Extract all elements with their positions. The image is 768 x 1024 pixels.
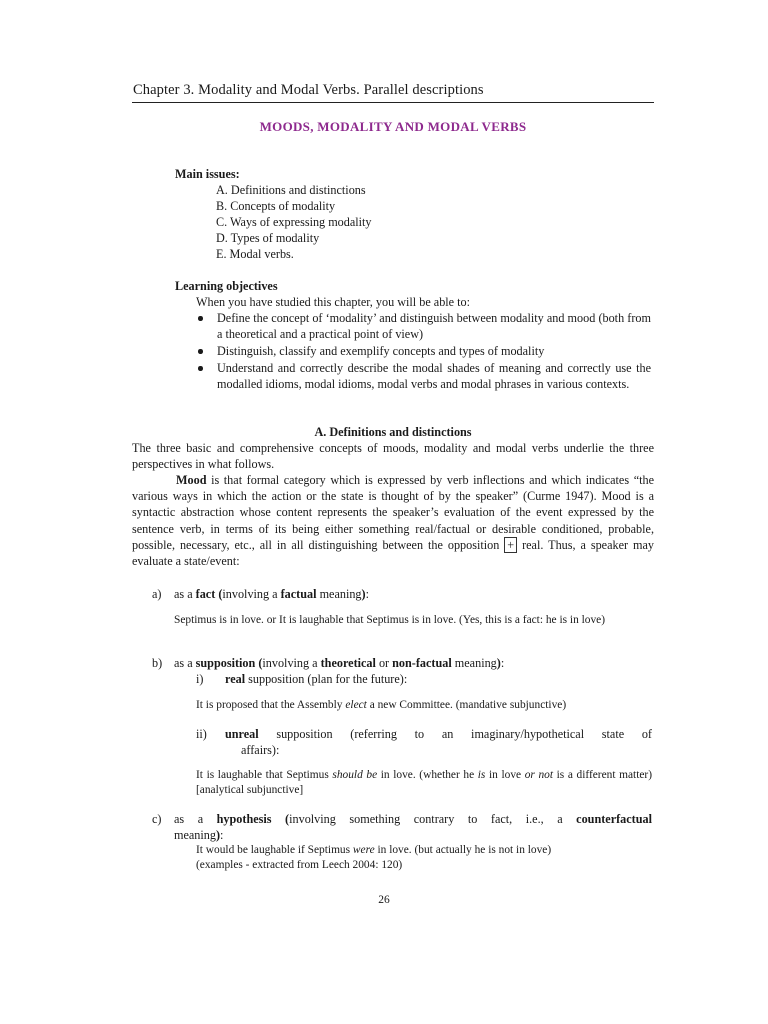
main-issues-heading: Main issues:: [175, 167, 240, 181]
main-issue-item: E. Modal verbs.: [216, 247, 294, 261]
example-sentence: Septimus is in love. or It is laughable that Septimus is in love. (Yes, this is a fact: he is in love): [174, 614, 606, 626]
mood-type-fact: as a fact (involving a factual meaning):: [174, 587, 369, 601]
bullet-icon: [198, 366, 203, 371]
learning-objective-item: Distinguish, classify and exemplify concepts and types of modality: [217, 344, 545, 358]
main-issue-item: A. Definitions and distinctions: [216, 183, 366, 197]
learning-objective-item: Define the concept of ‘modality’ and distinguish between modality and mood (both from a theoretical and a practical point of view): [217, 311, 651, 342]
page-title: MOODS, MODALITY AND MODAL VERBS: [259, 119, 527, 134]
list-marker: c): [152, 812, 162, 826]
page-number: 26: [378, 894, 390, 906]
list-marker: b): [152, 656, 163, 670]
section-heading: A. Definitions and distinctions: [314, 425, 472, 439]
example-sentence: It is proposed that the Assembly elect a new Committee. (mandative subjunctive): [196, 699, 567, 711]
bullet-icon: [198, 316, 203, 321]
sub-list-marker: i): [196, 672, 204, 686]
list-marker: a): [152, 587, 162, 601]
example-sentence: It is laughable that Septimus should be in love. (whether he is in love or not is a different matter) [analytical subjunctive]: [196, 769, 653, 797]
example-source: (examples - extracted from Leech 2004: 120): [196, 859, 403, 871]
mood-type-supposition: as a supposition (involving a theoretical or non-factual meaning):: [174, 656, 505, 670]
unreal-supposition-cont: affairs):: [241, 743, 280, 757]
learning-objectives-intro: When you have studied this chapter, you will be able to:: [196, 295, 470, 309]
sub-list-marker: ii): [196, 727, 207, 741]
main-issue-item: D. Types of modality: [216, 231, 320, 245]
example-sentence: It would be laughable if Septimus were in love. (but actually he is not in love): [196, 844, 552, 856]
bullet-icon: [198, 349, 203, 354]
main-issue-item: B. Concepts of modality: [216, 199, 336, 213]
mood-definition-paragraph: Mood is that formal category which is expressed by verb inflections and which indicates “the various ways in which the action or the state is thought of by the speaker” (Curme 1947). Mood is a syntactic abstraction whose content represents the speaker’s evaluation of the event expressed by the sentence verb, in terms of its being either something real/factual or desirable conditioned, probable, possible, necessary, etc., all in all distinguishing between the opposition + real. Thus, a speaker may evaluate a state/event:: [132, 473, 654, 569]
header-rule: [132, 102, 654, 103]
mood-type-hypothesis: as a hypothesis (involving something contrary to fact, i.e., a counterfactual: [174, 812, 652, 826]
unreal-supposition: unreal supposition (referring to an imaginary/hypothetical state of: [225, 727, 652, 741]
mood-term: Mood: [176, 473, 207, 487]
running-head: Chapter 3. Modality and Modal Verbs. Parallel descriptions: [133, 82, 484, 98]
real-supposition: real supposition (plan for the future):: [225, 672, 408, 686]
main-issue-item: C. Ways of expressing modality: [216, 215, 372, 229]
mood-type-hypothesis-cont: meaning):: [174, 828, 224, 842]
section-intro-paragraph: The three basic and comprehensive concepts of moods, modality and modal verbs underlie the three perspectives in what follows.: [132, 441, 654, 472]
learning-objectives-heading: Learning objectives: [175, 279, 278, 293]
opposition-box: +: [504, 537, 517, 553]
learning-objective-item: Understand and correctly describe the modal shades of meaning and correctly use the modalled idioms, modal idioms, modal verbs and modal phrases in various contexts.: [217, 361, 651, 392]
